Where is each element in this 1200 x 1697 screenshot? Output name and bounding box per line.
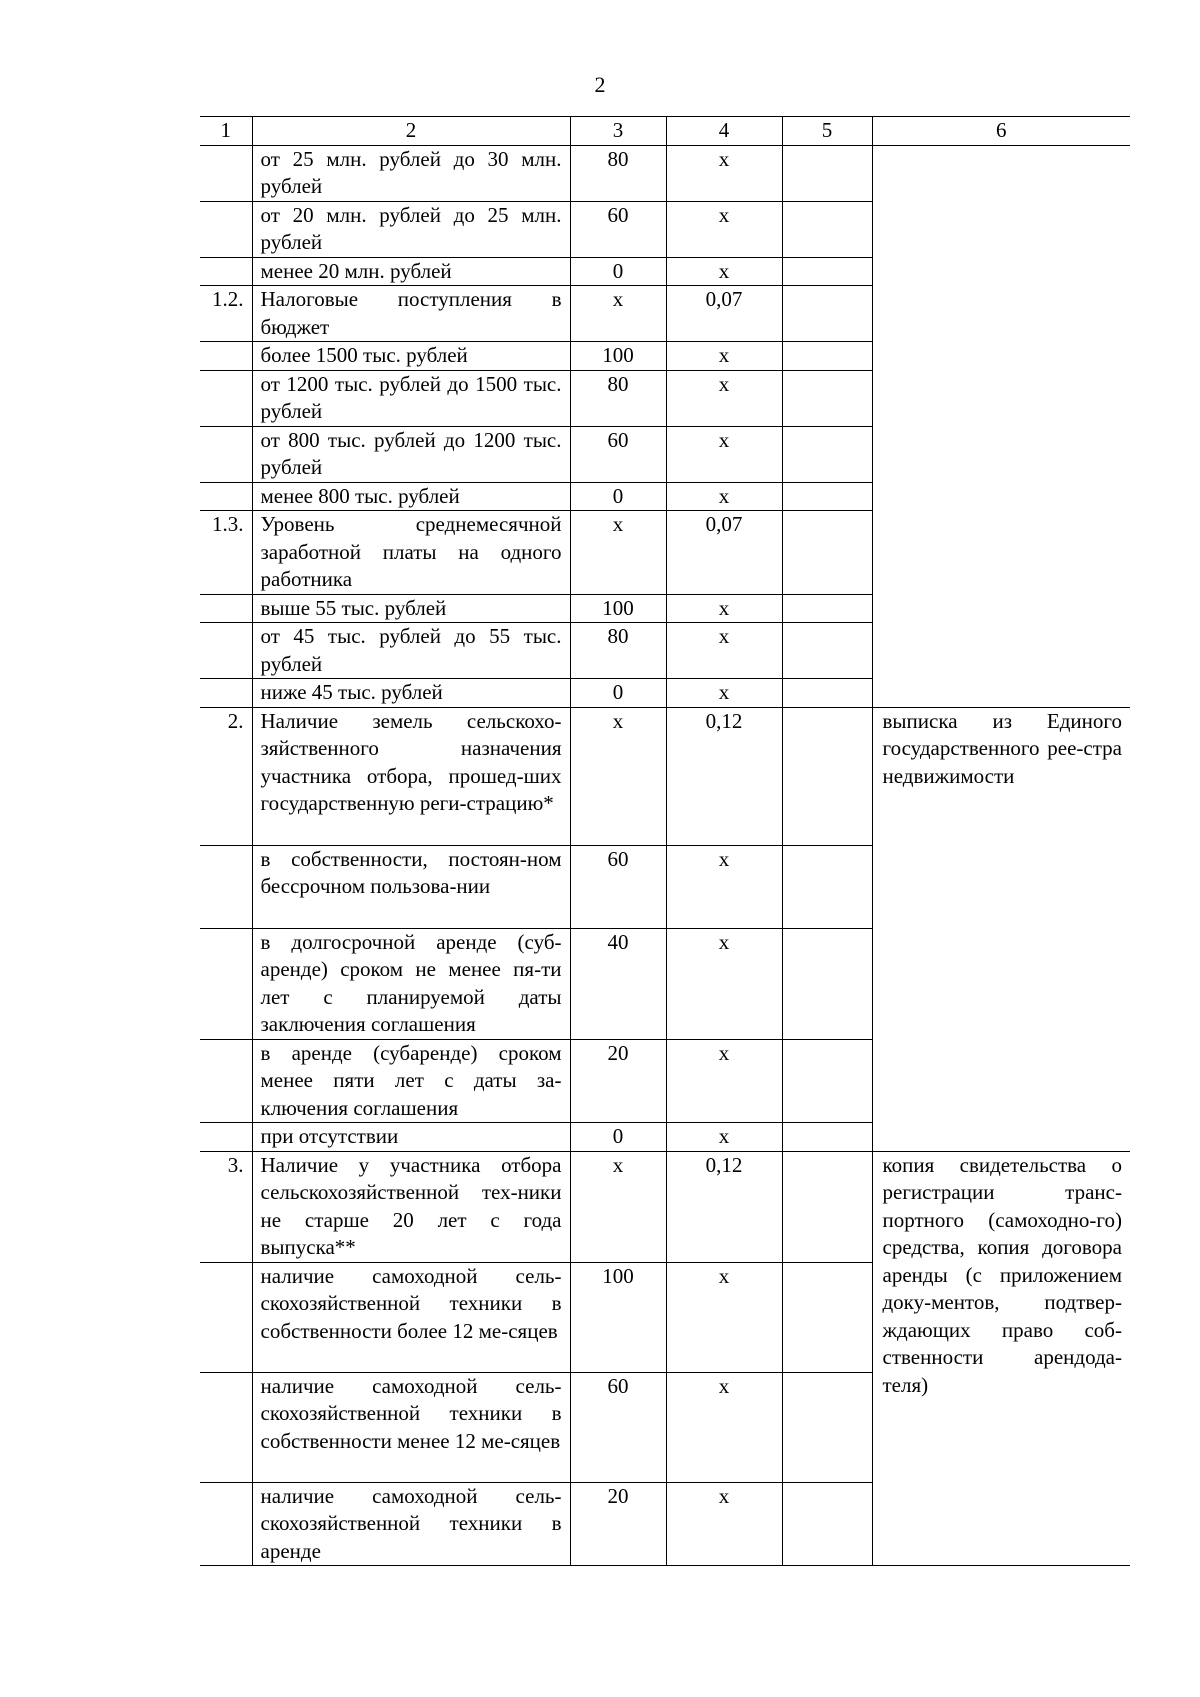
criteria-table <box>200 116 1130 1566</box>
row-number <box>200 342 252 371</box>
row-criterion: менее 20 млн. рублей <box>252 257 570 286</box>
row-criterion: Наличие земель сельскохо-зяйственного назначения участника отбора, прошед-ших государственную реги-страцию* <box>252 707 570 845</box>
row-weight: x <box>666 201 782 257</box>
row-criterion: более 1500 тыс. рублей <box>252 342 570 371</box>
header-cell: 6 <box>872 117 1130 146</box>
row-score: 80 <box>570 145 666 201</box>
row-score: 80 <box>570 370 666 426</box>
row-number: 3. <box>200 1151 252 1262</box>
row-criterion: от 20 млн. рублей до 25 млн. рублей <box>252 201 570 257</box>
row-criterion: в собственности, постоян-ном бессрочном пользова-нии <box>252 845 570 928</box>
row-number <box>200 594 252 623</box>
row-criterion: наличие самоходной сель-скохозяйственной техники в аренде <box>252 1482 570 1566</box>
row-number <box>200 1482 252 1566</box>
row-col5 <box>782 845 872 928</box>
row-number <box>200 1123 252 1152</box>
row-weight: x <box>666 623 782 679</box>
row-criterion: ниже 45 тыс. рублей <box>252 679 570 708</box>
row-weight: x <box>666 145 782 201</box>
header-cell: 2 <box>252 117 570 146</box>
row-criterion: в аренде (субаренде) сроком менее пяти лет с даты за-ключения соглашения <box>252 1039 570 1123</box>
table-header-row <box>200 117 1130 146</box>
row-col5 <box>782 679 872 708</box>
row-weight: 0,07 <box>666 511 782 595</box>
row-number <box>200 928 252 1039</box>
header-cell: 3 <box>570 117 666 146</box>
row-col5 <box>782 145 872 201</box>
row-score: 100 <box>570 1262 666 1372</box>
row-number <box>200 1372 252 1482</box>
table-row <box>200 707 1130 845</box>
row-weight: x <box>666 257 782 286</box>
row-col5 <box>782 511 872 595</box>
row-score: 60 <box>570 1372 666 1482</box>
row-weight: x <box>666 1123 782 1152</box>
row-score: 20 <box>570 1039 666 1123</box>
header-cell: 5 <box>782 117 872 146</box>
row-weight: x <box>666 679 782 708</box>
row-weight: x <box>666 928 782 1039</box>
row-col5 <box>782 1482 872 1566</box>
row-score: 20 <box>570 1482 666 1566</box>
row-col5 <box>782 257 872 286</box>
row-score: 60 <box>570 201 666 257</box>
row-weight: 0,12 <box>666 707 782 845</box>
row-number <box>200 1039 252 1123</box>
row-criterion: менее 800 тыс. рублей <box>252 482 570 511</box>
row-col5 <box>782 1151 872 1262</box>
row-score: 60 <box>570 426 666 482</box>
row-criterion: Наличие у участника отбора сельскохозяйственной тех-ники не старше 20 лет с года выпуска** <box>252 1151 570 1262</box>
row-score: 100 <box>570 342 666 371</box>
row-documents: выписка из Единого государственного рее-стра недвижимости <box>872 707 1130 1151</box>
row-col5 <box>782 426 872 482</box>
table-row <box>200 1151 1130 1262</box>
row-criterion: от 800 тыс. рублей до 1200 тыс. рублей <box>252 426 570 482</box>
row-criterion: от 25 млн. рублей до 30 млн. рублей <box>252 145 570 201</box>
row-weight: x <box>666 845 782 928</box>
row-weight: x <box>666 1039 782 1123</box>
row-number <box>200 679 252 708</box>
row-documents: копия свидетельства о регистрации транс-портного (самоходно-го) средства, копия договора аренды (с приложением доку-ментов, подтвер-ждающих право соб-ственности арендода-теля) <box>872 1151 1130 1566</box>
table-row <box>200 145 1130 201</box>
row-number <box>200 201 252 257</box>
row-score: 0 <box>570 1123 666 1152</box>
row-score: x <box>570 286 666 342</box>
row-documents <box>872 145 1130 707</box>
row-col5 <box>782 1123 872 1152</box>
row-number <box>200 482 252 511</box>
row-weight: x <box>666 594 782 623</box>
row-weight: x <box>666 1482 782 1566</box>
row-number <box>200 257 252 286</box>
row-number: 1.2. <box>200 286 252 342</box>
row-number <box>200 145 252 201</box>
row-number <box>200 370 252 426</box>
row-criterion: наличие самоходной сель-скохозяйственной техники в собственности менее 12 ме-сяцев <box>252 1372 570 1482</box>
header-cell: 4 <box>666 117 782 146</box>
row-weight: x <box>666 1262 782 1372</box>
row-number <box>200 1262 252 1372</box>
row-col5 <box>782 1039 872 1123</box>
row-col5 <box>782 1262 872 1372</box>
row-criterion: выше 55 тыс. рублей <box>252 594 570 623</box>
row-criterion: Уровень среднемесячной заработной платы на одного работника <box>252 511 570 595</box>
row-col5 <box>782 201 872 257</box>
row-score: 40 <box>570 928 666 1039</box>
row-col5 <box>782 342 872 371</box>
row-col5 <box>782 370 872 426</box>
row-col5 <box>782 482 872 511</box>
row-weight: 0,12 <box>666 1151 782 1262</box>
page-number: 2 <box>594 72 606 97</box>
row-criterion: от 45 тыс. рублей до 55 тыс. рублей <box>252 623 570 679</box>
row-criterion: Налоговые поступления в бюджет <box>252 286 570 342</box>
row-weight: x <box>666 482 782 511</box>
row-weight: 0,07 <box>666 286 782 342</box>
row-score: x <box>570 511 666 595</box>
row-weight: x <box>666 1372 782 1482</box>
row-score: 80 <box>570 623 666 679</box>
row-col5 <box>782 594 872 623</box>
row-score: 0 <box>570 482 666 511</box>
row-score: 60 <box>570 845 666 928</box>
row-col5 <box>782 286 872 342</box>
row-weight: x <box>666 342 782 371</box>
row-col5 <box>782 623 872 679</box>
row-number <box>200 426 252 482</box>
row-number: 2. <box>200 707 252 845</box>
row-score: 0 <box>570 679 666 708</box>
row-col5 <box>782 707 872 845</box>
row-score: 100 <box>570 594 666 623</box>
row-col5 <box>782 928 872 1039</box>
row-criterion: в долгосрочной аренде (суб-аренде) сроком не менее пя-ти лет с планируемой даты заключения соглашения <box>252 928 570 1039</box>
row-number: 1.3. <box>200 511 252 595</box>
row-score: x <box>570 707 666 845</box>
row-col5 <box>782 1372 872 1482</box>
row-number <box>200 845 252 928</box>
row-weight: x <box>666 370 782 426</box>
row-weight: x <box>666 426 782 482</box>
row-score: 0 <box>570 257 666 286</box>
row-criterion: от 1200 тыс. рублей до 1500 тыс. рублей <box>252 370 570 426</box>
row-criterion: наличие самоходной сель-скохозяйственной техники в собственности более 12 ме-сяцев <box>252 1262 570 1372</box>
header-cell: 1 <box>200 117 252 146</box>
row-number <box>200 623 252 679</box>
row-criterion: при отсутствии <box>252 1123 570 1152</box>
row-score: x <box>570 1151 666 1262</box>
